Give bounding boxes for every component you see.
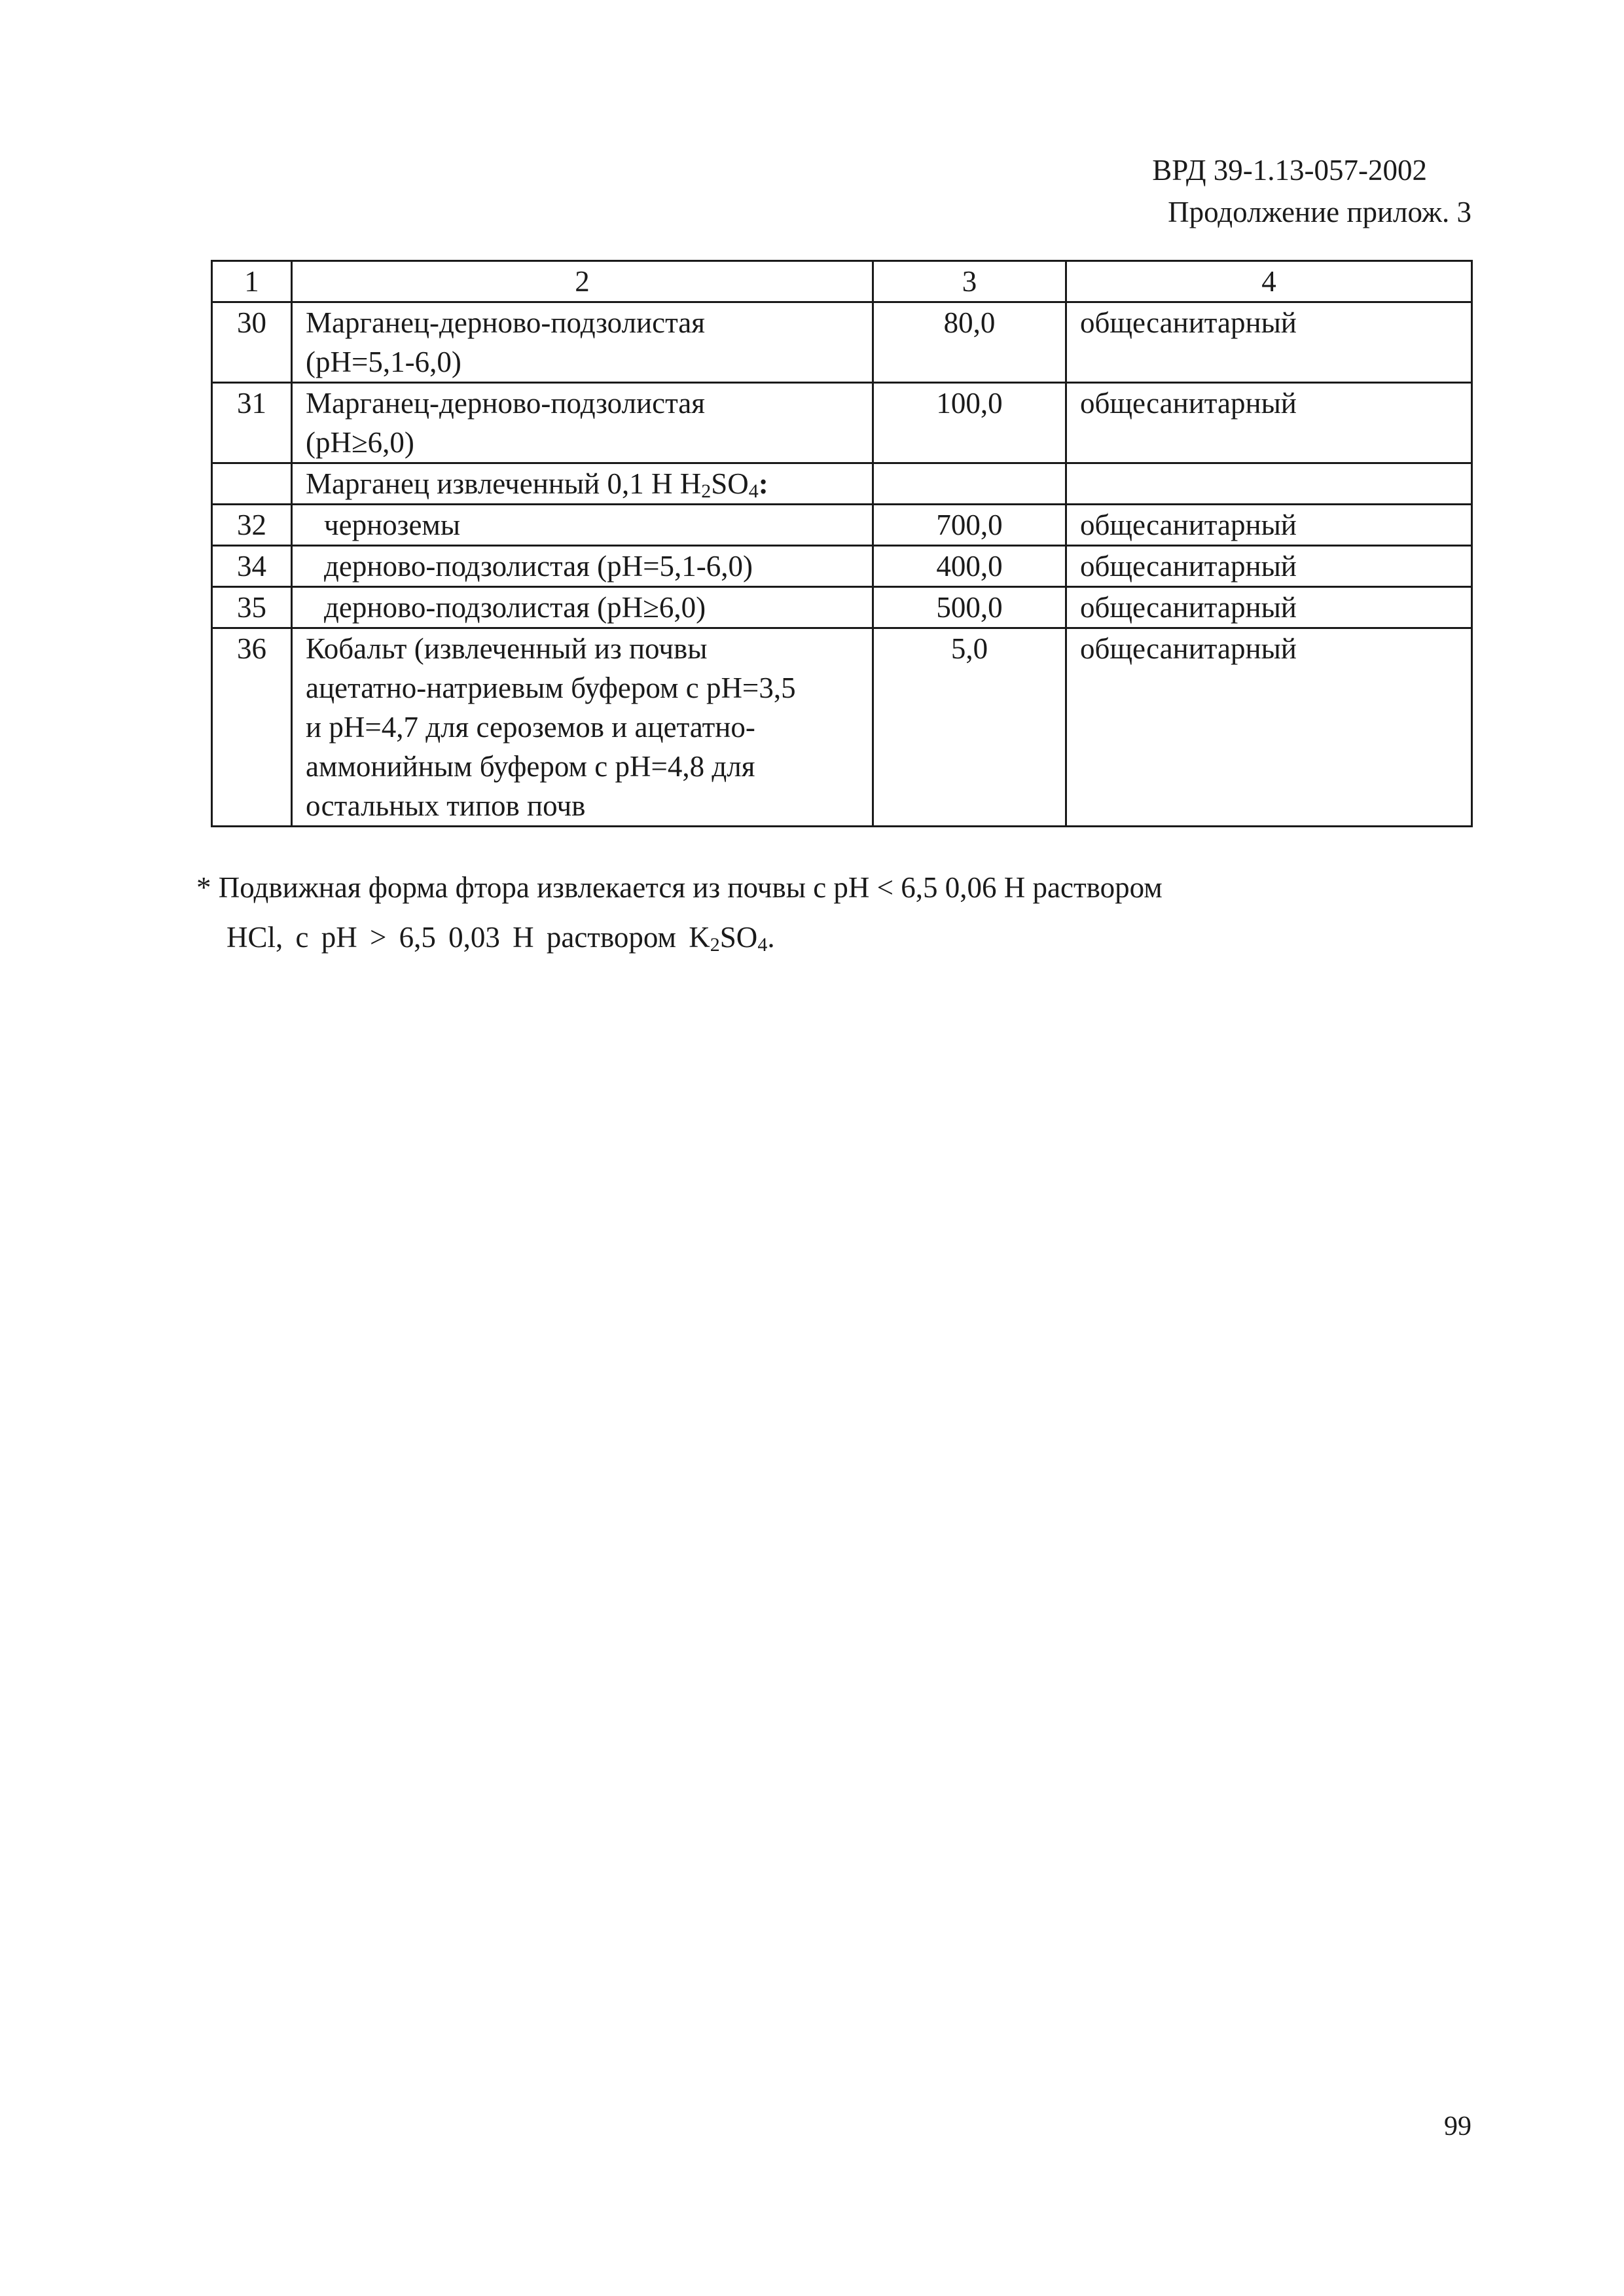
limit-value: 100,0 — [873, 383, 1066, 463]
substance-name-line: Марганец-дерново-подзолистая — [306, 387, 705, 420]
row-number: 31 — [212, 383, 292, 463]
table-row — [212, 628, 1472, 827]
footnote-text: HCl, с рН > 6,5 0,03 Н раствором K — [226, 921, 710, 954]
row-number: 36 — [212, 628, 292, 827]
table-row — [212, 587, 1472, 628]
substance-name-line: Кобальт (извлеченный из почвы — [306, 632, 708, 665]
row-number: 30 — [212, 302, 292, 383]
table-header-row — [212, 261, 1472, 302]
substance-name — [292, 628, 873, 827]
subscript: 4 — [757, 934, 768, 956]
limit-value: 5,0 — [873, 628, 1066, 827]
continuation-label: Продолжение прилож. 3 — [1168, 196, 1471, 228]
document-header — [1152, 149, 1471, 233]
limit-value: 500,0 — [873, 587, 1066, 628]
hazard-indicator: общесанитарный — [1066, 383, 1472, 463]
substance-name-line: (рН≥6,0) — [306, 426, 414, 459]
column-header: 1 — [212, 261, 292, 302]
footnote-line — [196, 912, 1163, 962]
table-row — [212, 546, 1472, 587]
row-number: 32 — [212, 505, 292, 546]
column-header: 3 — [873, 261, 1066, 302]
table-row — [212, 505, 1472, 546]
doc-code: ВРД 39-1.13-057-2002 — [1152, 154, 1427, 187]
substance-name: черноземы — [292, 505, 873, 546]
limit-value: 700,0 — [873, 505, 1066, 546]
table-row — [212, 383, 1472, 463]
substance-name: дерново-подзолистая (рН≥6,0) — [292, 587, 873, 628]
hazard-indicator: общесанитарный — [1066, 505, 1472, 546]
hazard-indicator: общесанитарный — [1066, 546, 1472, 587]
footnote-line: * Подвижная форма фтора извлекается из почвы с рН < 6,5 0,06 Н раствором — [196, 871, 1163, 904]
substance-name: дерново-подзолистая (рН=5,1-6,0) — [292, 546, 873, 587]
hazard-indicator: общесанитарный — [1066, 628, 1472, 827]
limit-value: 400,0 — [873, 546, 1066, 587]
row-number: 35 — [212, 587, 292, 628]
substance-name — [292, 302, 873, 383]
table-row — [212, 463, 1472, 505]
hazard-indicator: общесанитарный — [1066, 302, 1472, 383]
limit-value — [873, 463, 1066, 505]
limit-value: 80,0 — [873, 302, 1066, 383]
substance-name — [292, 383, 873, 463]
group-heading-text: Марганец извлеченный 0,1 Н H — [306, 467, 702, 500]
row-number: 34 — [212, 546, 292, 587]
subscript: 2 — [710, 934, 720, 956]
norms-table — [211, 260, 1473, 827]
substance-name-line: Марганец-дерново-подзолистая — [306, 306, 705, 339]
group-heading-colon: : — [758, 467, 768, 500]
column-header: 2 — [292, 261, 873, 302]
substance-name-line: и рН=4,7 для сероземов и ацетатно- — [306, 711, 755, 744]
group-heading-text: SO — [711, 467, 749, 500]
row-number — [212, 463, 292, 505]
table-row — [212, 302, 1472, 383]
footnote — [196, 863, 1163, 962]
substance-name-line: остальных типов почв — [306, 789, 586, 822]
hazard-indicator — [1066, 463, 1472, 505]
subscript: 2 — [701, 480, 712, 502]
footnote-text: SO — [719, 921, 758, 954]
column-header: 4 — [1066, 261, 1472, 302]
subscript: 4 — [748, 480, 759, 502]
substance-name-line: ацетатно-натриевым буфером с рН=3,5 — [306, 672, 796, 704]
hazard-indicator: общесанитарный — [1066, 587, 1472, 628]
substance-name-line: (рН=5,1-6,0) — [306, 346, 461, 378]
group-heading — [292, 463, 873, 505]
substance-name-line: аммонийным буфером с рН=4,8 для — [306, 750, 755, 783]
page-number: 99 — [1444, 2111, 1471, 2142]
footnote-text: . — [767, 921, 775, 954]
